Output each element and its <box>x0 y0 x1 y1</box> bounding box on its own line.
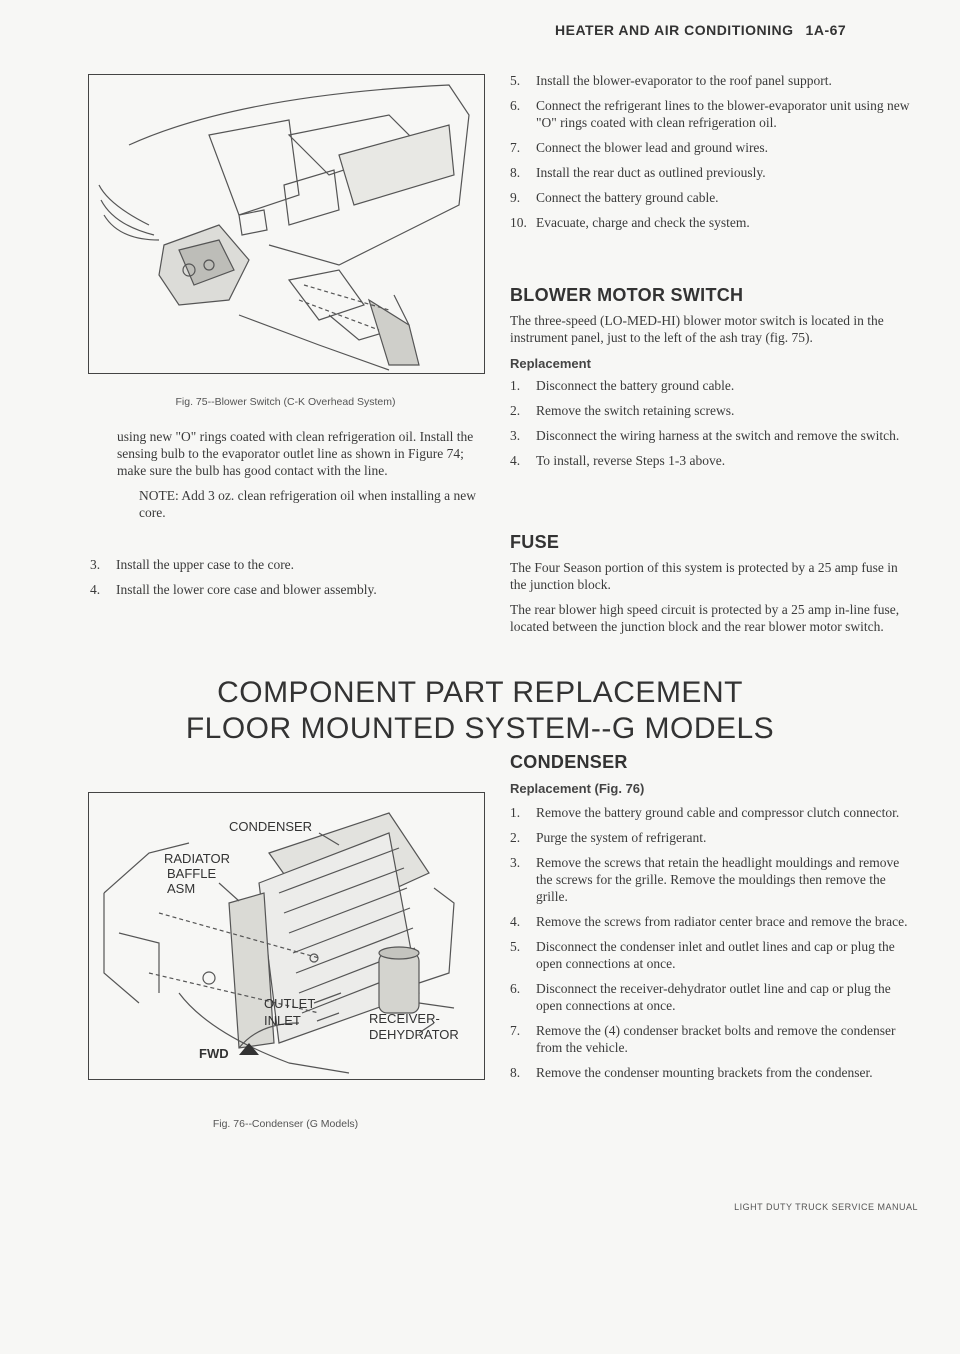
continued-paragraph: using new "O" rings coated with clean refrigeration oil. Install the sensing bulb to the evaporator outlet line as shown in Figure 74; make sure the bulb has good contact with the line. <box>117 429 474 478</box>
list-item: 2. Purge the system of refrigerant. <box>510 830 707 845</box>
label-fwd: FWD <box>199 1046 229 1061</box>
replacement-steps <box>510 377 916 469</box>
figure-75-caption: Fig. 75--Blower Switch (C-K Overhead System) <box>175 396 396 408</box>
list-item: 5. Install the blower-evaporator to the roof panel support. <box>510 73 832 88</box>
section-heading: FUSE <box>510 532 560 552</box>
list-item: 6. Disconnect the receiver-dehydrator outlet line and cap or plug the open connections at once. <box>510 981 891 1013</box>
left-steps <box>90 556 490 606</box>
replacement-steps <box>510 804 916 1081</box>
fuse-section <box>510 532 916 643</box>
section-body: The three-speed (LO-MED-HI) blower motor switch is located in the instrument panel, just to the left of the ash tray (fig. 75). <box>510 313 884 345</box>
condenser-illustration <box>89 793 484 1079</box>
list-item: 3. Remove the screws that retain the headlight mouldings and remove the screws for the grille. Remove the mouldings then remove the grille. <box>510 855 900 904</box>
list-item: 6. Connect the refrigerant lines to the blower-evaporator unit using new "O" rings coated with clean refrigeration oil. <box>510 98 910 130</box>
blower-switch-illustration <box>89 75 484 373</box>
section-title: HEATER AND AIR CONDITIONING <box>555 22 794 38</box>
condenser-section <box>510 752 916 1089</box>
list-item: 7. Connect the blower lead and ground wires. <box>510 140 769 155</box>
label-outlet: OUTLET <box>264 996 316 1011</box>
blower-motor-switch-section <box>510 285 916 477</box>
list-item: 1. Disconnect the battery ground cable. <box>510 378 735 393</box>
list-item: 4. To install, reverse Steps 1-3 above. <box>510 453 726 468</box>
list-item: 5. Disconnect the condenser inlet and outlet lines and cap or plug the open connections at once. <box>510 939 895 971</box>
list-item: 4. Install the lower core case and blower assembly. <box>90 582 377 597</box>
page-number: 1A-67 <box>805 22 847 38</box>
note: NOTE: Add 3 oz. clean refrigeration oil when installing a new core. <box>139 488 477 520</box>
list-item: 4. Remove the screws from radiator center brace and remove the brace. <box>510 914 908 929</box>
label-condenser: CONDENSER <box>229 819 313 834</box>
list-item: 10. Evacuate, charge and check the system. <box>510 215 750 230</box>
list-item: 1. Remove the battery ground cable and compressor clutch connector. <box>510 805 900 820</box>
page-header <box>555 22 915 38</box>
page-footer: LIGHT DUTY TRUCK SERVICE MANUAL <box>734 1202 918 1212</box>
label-inlet: INLET <box>264 1013 301 1028</box>
figure-76-caption: Fig. 76--Condenser (G Models) <box>212 1118 359 1130</box>
chapter-banner-line-2: FLOOR MOUNTED SYSTEM--G MODELS <box>185 712 775 745</box>
list-item: 7. Remove the (4) condenser bracket bolts and remove the condenser from the vehicle. <box>510 1023 896 1055</box>
fuse-paragraph-1: The Four Season portion of this system is protected by a 25 amp fuse in the junction block. <box>510 560 898 592</box>
label-receiver-2: DEHYDRATOR <box>369 1027 459 1042</box>
list-item: 8. Install the rear duct as outlined previously. <box>510 165 766 180</box>
label-radiator-baffle-1: RADIATOR <box>164 851 230 866</box>
section-heading: BLOWER MOTOR SWITCH <box>510 285 744 305</box>
list-item: 8. Remove the condenser mounting brackets from the condenser. <box>510 1065 873 1080</box>
fuse-paragraph-2: The rear blower high speed circuit is protected by a 25 amp in-line fuse, located between the junction block and the rear blower motor switch. <box>510 602 900 634</box>
list-item: 3. Disconnect the wiring harness at the switch and remove the switch. <box>510 428 900 443</box>
list-item: 3. Install the upper case to the core. <box>90 557 295 572</box>
list-item: 9. Connect the battery ground cable. <box>510 190 719 205</box>
list-item: 2. Remove the switch retaining screws. <box>510 403 735 418</box>
section-heading: CONDENSER <box>510 752 628 772</box>
label-radiator-baffle-3: ASM <box>167 881 196 896</box>
left-column-text <box>117 428 487 529</box>
figure-76 <box>88 792 485 1080</box>
figure-75 <box>88 74 485 374</box>
subheading: Replacement <box>510 356 591 371</box>
chapter-banner-line-1: COMPONENT PART REPLACEMENT <box>217 676 743 709</box>
label-radiator-baffle-2: BAFFLE <box>167 866 217 881</box>
label-receiver-1: RECEIVER- <box>369 1011 440 1026</box>
subheading: Replacement (Fig. 76) <box>510 781 645 796</box>
right-top-steps <box>510 72 916 239</box>
